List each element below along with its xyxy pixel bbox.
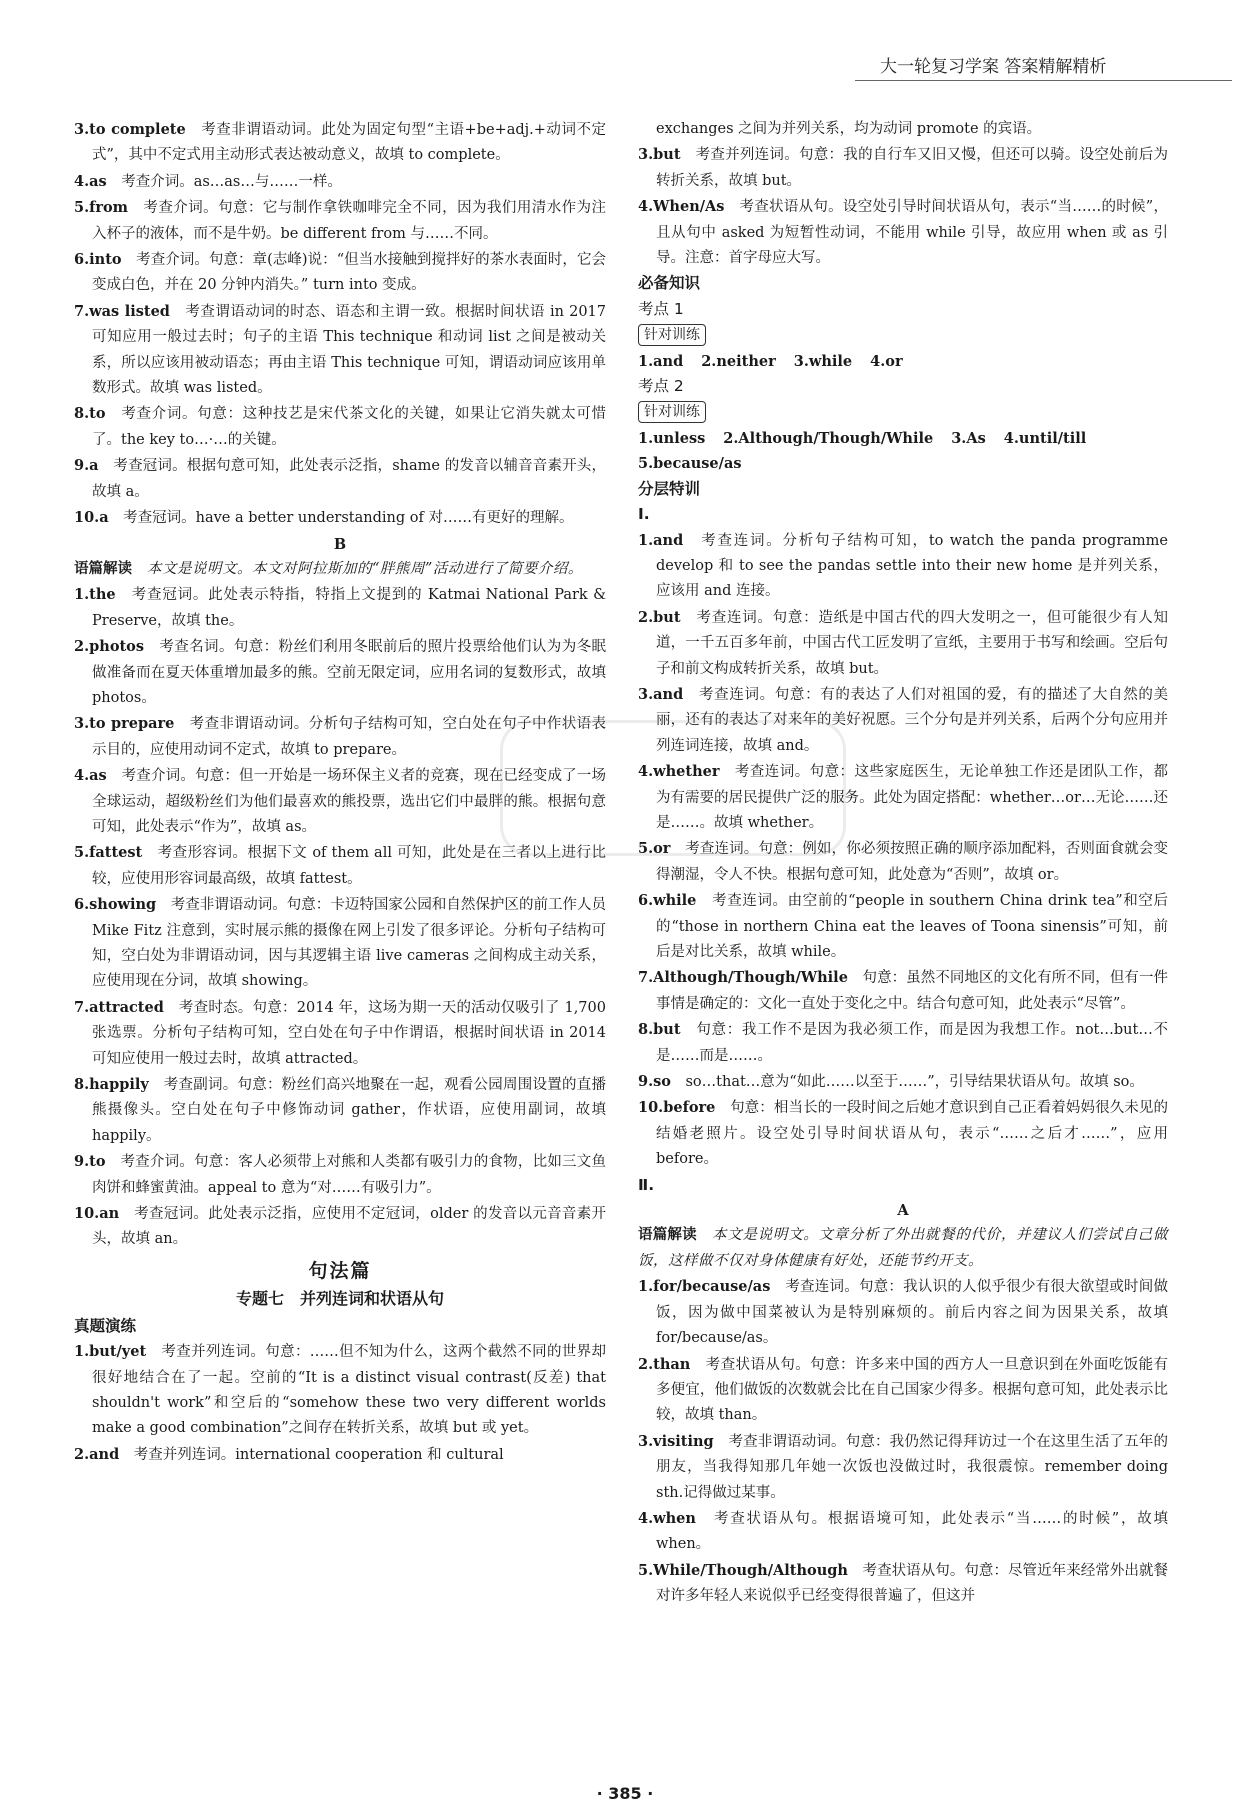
answer-explanation: 考查形容词。根据下文 of them all 可知，此处是在三者以上进行比较，应使用形容词最高级，故填 fattest。 <box>92 845 606 887</box>
answer-number-and-key: 9.so <box>638 1073 671 1091</box>
answer-item: 3.while <box>793 352 853 370</box>
section-heading: 分层特训 <box>638 479 701 498</box>
answer-entry <box>74 1339 606 1442</box>
answer-number-and-key: 5.from <box>74 199 129 217</box>
answer-explanation: 考查连词。句意：这些家庭医生，无论单独工作还是团队工作，都为有需要的居民提供广泛的服务。此处为固定搭配：whether…or…无论……还是……。故填 whether。 <box>656 764 1168 831</box>
answer-number-and-key: 5.While/Though/Although <box>638 1561 848 1579</box>
answer-number-and-key: 4.as <box>74 172 107 190</box>
practice-box <box>638 322 1168 348</box>
part-title: 句法篇 <box>308 1259 372 1282</box>
practice-label: 针对训练 <box>638 401 706 423</box>
answer-entry <box>638 1352 1168 1429</box>
answer-explanation: 考查连词。句意：我认识的人似乎很少有很大欲望或时间做饭，因为做中国菜被认为是特别麻烦的。前后内容之间为因果关系，故填 for/because/as。 <box>656 1279 1168 1347</box>
subsection-heading: 考点 2 <box>638 377 684 396</box>
answer-entry <box>74 401 606 453</box>
answer-number-and-key: 8.happily <box>74 1076 149 1094</box>
passage-summary <box>638 1223 1168 1274</box>
answer-explanation: 考查冠词。根据句意可知，此处表示泛指，shame 的发音以辅音音素开头，故填 a。 <box>92 458 606 500</box>
answer-number-and-key: 5.fattest <box>74 844 143 862</box>
answer-entry <box>74 711 606 763</box>
answer-entry <box>74 1201 606 1253</box>
answer-number-and-key: 10.an <box>74 1205 120 1223</box>
answer-explanation: 考查连词。句意：造纸是中国古代的四大发明之一，但可能很少有人知道，一千五百多年前，中国古代工匠发明了宣纸，主要用于书写和绘画。空后句子和前文构成转折关系，故填 but。 <box>656 609 1168 677</box>
section-heading: 真题演练 <box>74 1316 137 1335</box>
answer-entry <box>638 965 1168 1017</box>
summary-tag: 语篇解读 <box>74 560 132 577</box>
answer-number-and-key: 6.into <box>74 251 122 269</box>
answer-entry <box>638 194 1168 271</box>
answer-explanation: 考查介词。句意：但一开始是一场环保主义者的竞赛，现在已经变成了一场全球运动，超级粉丝们为他们最喜欢的熊投票，选出它们中最胖的熊。根据句意可知，此处表示“作为”，故填 as。 <box>92 768 606 835</box>
passage-label: B <box>333 535 347 553</box>
answer-explanation: 考查连词。由空前的“people in southern China drink tea”和空后的“those in northern China eat the leaves of Toona sinensis”可知，前后是对比关系，故填 while。 <box>656 893 1168 960</box>
answer-explanation: 考查并列连词。international cooperation 和 cultural <box>119 1446 504 1463</box>
answer-explanation: 句意：我工作不是因为我必须工作，而是因为我想工作。not…but…不是……而是……。 <box>656 1022 1168 1064</box>
answer-item: 4.or <box>870 352 903 370</box>
answer-line <box>638 349 1168 374</box>
answer-explanation: 考查连词。分析句子结构可知，to watch the panda programme develop 和 to see the pandas settle into their new home 是并列关系，应该用 and 连接。 <box>656 532 1168 600</box>
answer-number-and-key: 6.while <box>638 892 697 910</box>
answer-item: 3.As <box>951 429 986 447</box>
answer-number-and-key: 2.and <box>74 1445 120 1463</box>
answer-entry <box>638 1095 1168 1172</box>
answer-item: 1.unless <box>638 429 706 447</box>
answer-entry <box>74 582 606 634</box>
section-heading: 必备知识 <box>638 274 701 293</box>
answer-explanation: 考查非谓语动词。句意：卡迈特国家公园和自然保护区的前工作人员 Mike Fitz 注意到，实时展示熊的摄像在网上引发了很多评论。分析句子结构可知，空白处为非谓语动词，因与其逻辑主语 live cameras 之间构成主动关系，应使用现在分词，故填 showing。 <box>92 897 606 990</box>
answer-continuation: exchanges 之间为并列关系，均为动词 promote 的宾语。 <box>656 121 1042 137</box>
answer-number-and-key: 3.to prepare <box>74 715 175 733</box>
answer-entry <box>74 299 606 402</box>
answer-line <box>638 426 1168 451</box>
answer-number-and-key: 3.to complete <box>74 121 186 138</box>
left-column <box>74 117 606 1468</box>
topic-title: 专题七 并列连词和状语从句 <box>235 1289 444 1309</box>
right-column <box>638 117 1168 1610</box>
answer-entry <box>638 759 1168 836</box>
answer-explanation: 考查状语从句。句意：尽管近年来经常外出就餐对许多年轻人来说似乎已经变得很普遍了，但这并 <box>656 1562 1168 1605</box>
answer-number-and-key: 2.but <box>638 608 681 626</box>
answer-entry <box>638 1429 1168 1506</box>
answer-explanation: 考查连词。句意：例如，你必须按照正确的顺序添加配料，否则面食就会变得潮湿，令人不快。根据句意可知，此处意为“否则”，故填 or。 <box>656 841 1168 883</box>
summary-text: 本文是说明文。文章分析了外出就餐的代价，并建议人们尝试自己做饭，这样做不仅对身体健康有好处，还能节约开支。 <box>638 1227 1169 1269</box>
answer-entry <box>74 763 606 840</box>
answer-explanation: 考查状语从句。根据语境可知，此处表示“当……的时候”，故填 when。 <box>656 1510 1168 1553</box>
header-divider <box>855 80 1232 81</box>
answer-entry <box>74 117 606 169</box>
answer-number-and-key: 4.as <box>74 767 107 785</box>
answer-entry <box>74 505 606 531</box>
summary-text: 本文是说明文。本文对阿拉斯加的“胖熊周”活动进行了简要介绍。 <box>132 560 583 577</box>
answer-number-and-key: 7.attracted <box>74 998 164 1016</box>
answer-entry <box>74 453 606 505</box>
answer-explanation: 考查时态。句意：2014 年，这场为期一天的活动仅吸引了 1,700 张选票。分析句子结构可知，空白处在句子中作谓语，根据时间状语 in 2014 可知应使用一般过去时，故填 attracted。 <box>92 999 606 1067</box>
roman-label: Ⅰ. <box>638 505 650 524</box>
answer-number-and-key: 10.before <box>638 1099 716 1117</box>
answer-explanation: 考查副词。句意：粉丝们高兴地聚在一起，观看公园周围设置的直播熊摄像头。空白处在句子中修饰动词 gather，作状语，应使用副词，故填 happily。 <box>92 1077 606 1144</box>
answer-entry <box>74 892 606 995</box>
answer-entry <box>74 1442 606 1468</box>
answer-explanation: 考查名词。句意：粉丝们利用冬眠前后的照片投票给他们认为为冬眠做准备而在夏天体重增加最多的熊。空前无限定词，应用名词的复数形式，故填 photos。 <box>92 639 606 706</box>
answer-entry <box>638 682 1168 759</box>
answer-entry <box>638 1506 1168 1558</box>
answer-number-and-key: 8.but <box>638 1021 681 1039</box>
answer-entry <box>74 195 606 247</box>
answer-explanation: 考查冠词。have a better understanding of 对……有更好的理解。 <box>108 510 574 527</box>
answer-entry <box>74 840 606 892</box>
answer-number-and-key: 1.the <box>74 586 116 604</box>
answer-explanation: 考查谓语动词的时态、语态和主谓一致。根据时间状语 in 2017 可知应用一般过去时；句子的主语 This technique 和动词 list 之间是被动关系，所以应该用被动语态；再由主语 This technique 可知，谓语动词应该用单数形式。故填 was listed。 <box>92 303 607 397</box>
answer-number-and-key: 9.to <box>74 1153 106 1171</box>
answer-number-and-key: 7.Although/Though/While <box>638 969 848 987</box>
answer-explanation: 句意：虽然不同地区的文化有所不同，但有一件事情是确定的：文化一直处于变化之中。结合句意可知，此处表示“尽管”。 <box>656 970 1168 1012</box>
practice-label: 针对训练 <box>638 324 706 346</box>
answer-item: 5.because/as <box>638 455 742 473</box>
answer-entry <box>74 169 606 195</box>
answer-number-and-key: 3.visiting <box>638 1432 714 1450</box>
roman-label: Ⅱ. <box>638 1175 655 1194</box>
answer-explanation: 考查介词。句意：客人必须带上对熊和人类都有吸引力的食物，比如三文鱼肉饼和蜂蜜黄油。appeal to 意为“对……有吸引力”。 <box>92 1154 606 1196</box>
answer-explanation: 考查连词。句意：有的表达了人们对祖国的爱，有的描述了大自然的美丽，还有的表达了对来年的美好祝愿。三个分句是并列关系，后两个分句应用并列连词连接，故填 and。 <box>656 686 1168 754</box>
answer-number-and-key: 2.photos <box>74 638 145 656</box>
answer-number-and-key: 9.a <box>74 457 99 475</box>
answer-explanation: 考查并列连词。句意：……但不知为什么，这两个截然不同的世界却很好地结合在了一起。空前的“It is a distinct visual contrast(反差) that shouldn't work”和空后的“somehow these two very different worlds make a good combination”之间存在转折关系，故填 but 或 yet。 <box>92 1344 606 1437</box>
answer-number-and-key: 8.to <box>74 405 106 423</box>
answer-entry <box>638 142 1168 194</box>
page-number: · 385 · <box>596 1784 654 1803</box>
answer-number-and-key: 4.whether <box>638 763 720 781</box>
practice-box <box>638 399 1168 425</box>
answer-item: 2.neither <box>701 352 776 370</box>
answer-explanation: 考查非谓语动词。句意：我仍然记得拜访过一个在这里生活了五年的朋友，当我得知那几年她一次饭也没做过时，我很震惊。remember doing sth.记得做过某事。 <box>656 1433 1168 1501</box>
answer-entry <box>74 634 606 711</box>
answer-item: 2.Although/Though/While <box>723 429 934 447</box>
answer-entry <box>638 528 1168 605</box>
answer-number-and-key: 5.or <box>638 840 671 858</box>
subsection-heading: 考点 1 <box>638 299 684 318</box>
answer-explanation: 考查介词。句意：这种技艺是宋代茶文化的关键，如果让它消失就太可惜了。the key to…·…的关键。 <box>92 406 606 448</box>
answer-explanation: 考查非谓语动词。此处为固定句型“主语+be+adj.+动词不定式”，其中不定式用主动形式表达被动意义，故填 to complete。 <box>92 122 606 164</box>
answer-explanation: 考查冠词。此处表示泛指，应使用不定冠词，older 的发音以元音音素开头，故填 an。 <box>92 1206 606 1248</box>
answer-entry <box>638 888 1168 965</box>
answer-explanation: 考查状语从句。设空处引导时间状语从句，表示“当……的时候”，且从句中 asked 为短暂性动词，不能用 while 引导，故应用 when 或 as 引导。注意：首字母应大写。 <box>656 199 1168 267</box>
answer-explanation: 考查状语从句。句意：许多来中国的西方人一旦意识到在外面吃饭能有多便宜，他们做饭的次数就会比在自己国家少得多。根据句意可知，此处表示比较，故填 than。 <box>656 1356 1168 1424</box>
summary-tag: 语篇解读 <box>638 1227 697 1244</box>
answer-explanation: so…that…意为“如此……以至于……”，引导结果状语从句。故填 so。 <box>670 1074 1144 1091</box>
answer-number-and-key: 6.showing <box>74 896 157 914</box>
answer-number-and-key: 1.and <box>638 531 684 549</box>
answer-number-and-key: 2.than <box>638 1355 691 1373</box>
answer-entry <box>638 1274 1168 1351</box>
answer-entry <box>74 995 606 1072</box>
answer-entry <box>74 247 606 299</box>
page-header: 大一轮复习学案 答案精解精析 <box>880 57 1107 77</box>
answer-entry <box>638 836 1168 888</box>
passage-label: A <box>897 1202 909 1220</box>
answer-number-and-key: 3.but <box>638 146 681 164</box>
answer-number-and-key: 1.for/because/as <box>638 1278 771 1296</box>
answer-number-and-key: 4.When/As <box>638 198 725 216</box>
answer-number-and-key: 4.when <box>638 1509 696 1527</box>
answer-explanation: 考查冠词。此处表示特指，特指上文提到的 Katmai National Park & Preserve，故填 the。 <box>92 587 606 629</box>
answer-explanation: 考查并列连词。句意：我的自行车又旧又慢，但还可以骑。设空处前后为转折关系，故填 but。 <box>656 147 1168 189</box>
answer-entry <box>638 1069 1168 1095</box>
answer-explanation: 考查介词。as…as…与……一样。 <box>106 173 342 190</box>
answer-entry <box>638 1017 1168 1069</box>
answer-number-and-key: 7.was listed <box>74 302 170 320</box>
answer-entry <box>74 1149 606 1201</box>
answer-entry <box>638 1558 1168 1610</box>
answer-entry <box>74 1072 606 1149</box>
answer-number-and-key: 3.and <box>638 685 684 703</box>
answer-explanation: 考查介词。句意：章(志峰)说：“但当水接触到搅拌好的茶水表面时，它会变成白色，并在 20 分钟内消失。” turn into 变成。 <box>92 252 606 294</box>
answer-line <box>638 451 1168 476</box>
answer-entry <box>638 605 1168 682</box>
answer-item: 1.and <box>638 352 684 370</box>
answer-explanation: 句意：相当长的一段时间之后她才意识到自己正看着妈妈很久未见的结婚老照片。设空处引导时间状语从句，表示“……之后才……”，应用 before。 <box>656 1100 1168 1168</box>
passage-summary <box>74 557 606 582</box>
answer-explanation: 考查非谓语动词。分析句子结构可知，空白处在句子中作状语表示目的，应使用动词不定式，故填 to prepare。 <box>92 716 606 758</box>
answer-explanation: 考查介词。句意：它与制作拿铁咖啡完全不同，因为我们用清水作为注入杯子的液体，而不是牛奶。be different from 与……不同。 <box>92 200 606 242</box>
answer-number-and-key: 1.but/yet <box>74 1343 147 1361</box>
answer-number-and-key: 10.a <box>74 509 109 527</box>
answer-item: 4.until/till <box>1003 429 1087 447</box>
